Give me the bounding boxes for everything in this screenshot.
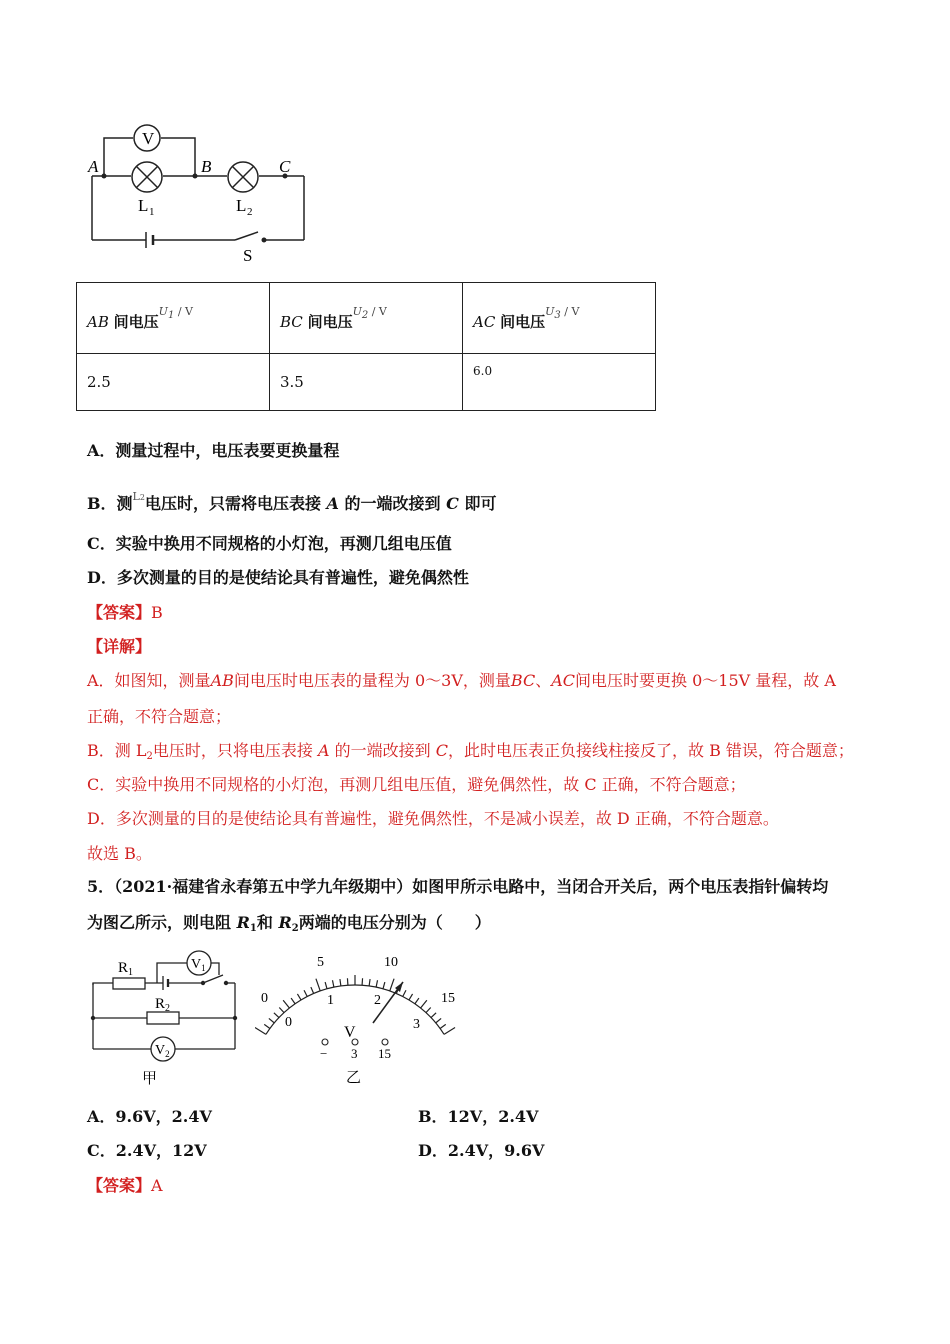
figure-yi-caption: 乙 — [346, 1070, 362, 1086]
terminal-negative: − — [320, 1046, 328, 1061]
header-symbol: U1 / V — [158, 304, 193, 321]
dial-tick — [409, 994, 413, 1000]
header-text: 间电压 — [113, 312, 159, 331]
table-cell: 3.5 — [270, 354, 463, 411]
outer-scale-0: 0 — [261, 991, 268, 1006]
circuit-diagram-jia — [85, 945, 250, 1090]
inner-scale-1: 1 — [327, 993, 334, 1008]
dial-tick — [291, 998, 295, 1004]
outer-scale-15: 15 — [441, 991, 455, 1006]
node-b-label: B — [201, 157, 212, 176]
dial-tick — [297, 994, 301, 1000]
q5-answer-line: 【答案】A — [87, 1176, 163, 1195]
table-row — [77, 354, 656, 411]
l2-symbol: L2 — [132, 490, 145, 503]
table-header-cell — [463, 283, 656, 354]
q5-stem-line1: 5．（2021·福建省永春第五中学九年级期中）如图甲所示电路中，当闭合开关后，两个电压表指针偏转均 — [87, 877, 829, 896]
conclusion: 故选 B。 — [87, 844, 152, 863]
unit-label: V — [344, 1024, 356, 1041]
segment-label: AC — [473, 312, 496, 331]
dial-tick — [421, 1000, 427, 1008]
dial-tick — [269, 1018, 274, 1022]
dial-tick — [311, 987, 314, 993]
option-c: C．实验中换用不同规格的小灯泡，再测几组电压值 — [87, 534, 452, 553]
lamp-l1-label: L — [138, 196, 149, 215]
table-cell: 6.0 — [463, 354, 656, 411]
dial-tick — [304, 990, 307, 996]
dial-tick — [426, 1007, 431, 1012]
dial-tick — [279, 1007, 284, 1012]
voltmeter-label: V — [142, 129, 155, 148]
dial-tick — [403, 990, 406, 996]
dial-tick — [376, 980, 377, 987]
dial-tick — [415, 998, 419, 1004]
dial-tick — [316, 979, 320, 991]
segment-label: BC — [280, 312, 303, 331]
dial-tick — [431, 1013, 436, 1018]
dial-tick — [340, 979, 341, 986]
node-c-label: C — [279, 157, 291, 176]
header-symbol: U3 / V — [545, 304, 580, 321]
table-header-cell — [77, 283, 270, 354]
outer-scale-10: 10 — [384, 955, 398, 970]
inner-scale-3: 3 — [413, 1017, 420, 1032]
dial-tick — [440, 1024, 446, 1028]
dial-tick — [325, 982, 327, 989]
detail-b: B．测 $L_2$电压时，只将电压表接 A 的一端改接到 C，此时电压表正负接线柱接反了，故 B 错误，符合题意； — [87, 741, 854, 762]
header-text: 间电压 — [500, 312, 546, 331]
circuit-diagram-1 — [80, 120, 320, 270]
v1-label: $V_1$ — [191, 957, 206, 973]
q5-option-d: D．2.4V，9.6V — [418, 1141, 545, 1160]
figure-jia-caption: 甲 — [142, 1071, 158, 1087]
dial-tick — [369, 979, 370, 986]
table-header-row — [77, 283, 656, 354]
dial-tick — [283, 1000, 289, 1008]
detail-d: D．多次测量的目的是使结论具有普遍性，避免偶然性，不是减小误差，故 D 正确，不符合题意。 — [87, 809, 779, 828]
option-a: A．测量过程中，电压表要更换量程 — [87, 441, 340, 460]
dial-tick — [332, 980, 333, 987]
dial-tick — [274, 1013, 279, 1018]
lamp-l2-label: L — [236, 196, 247, 215]
detail-c: C．实验中换用不同规格的小灯泡，再测几组电压值，避免偶然性，故 C 正确，不符合题意； — [87, 775, 746, 794]
option-b: B．测$^{L2}$电压时，只需将电压表接 A 的一端改接到 C 即可 — [87, 490, 497, 513]
inner-scale-2: 2 — [374, 993, 381, 1008]
detail-a: A．如图知，测量AB间电压时电压表的量程为 0～3V，测量BC、AC间电压时要更换 0～15V 量程，故 A — [87, 671, 836, 690]
q5-stem-line2: 为图乙所示，则电阻 $R_1$和 $R_2$两端的电压分别为（ ） — [87, 913, 491, 934]
dial-tick — [436, 1018, 441, 1022]
r1-label: $R_1$ — [118, 960, 134, 978]
header-symbol: U2 / V — [352, 304, 387, 321]
r2-label: $R_2$ — [155, 996, 171, 1014]
switch-label: S — [243, 246, 253, 265]
v2-label: $V_2$ — [155, 1043, 170, 1059]
answer-line: 【答案】B — [87, 603, 163, 622]
q5-option-c: C．2.4V，12V — [87, 1141, 207, 1160]
lamp-l1-subscript: 1 — [149, 206, 155, 218]
q5-option-a: A．9.6V，2.4V — [87, 1107, 212, 1126]
detail-a-cont: 正确，不符合题意； — [87, 707, 232, 726]
outer-scale-5: 5 — [317, 955, 324, 970]
dial-tick — [264, 1024, 270, 1028]
voltmeter-dial-yi — [255, 950, 470, 1090]
header-text: 间电压 — [307, 312, 353, 331]
option-d: D．多次测量的目的是使结论具有普遍性，避免偶然性 — [87, 568, 469, 587]
node-a-label: A — [88, 157, 99, 176]
q5-option-b: B．12V，2.4V — [418, 1107, 539, 1126]
inner-scale-0: 0 — [285, 1015, 292, 1030]
table-cell: 2.5 — [77, 354, 270, 411]
dial-tick — [390, 979, 394, 991]
dial-tick — [255, 1027, 266, 1034]
table-header-cell — [270, 283, 463, 354]
terminal-3: 3 — [351, 1046, 358, 1061]
dial-tick — [444, 1027, 455, 1034]
lamp-l2-subscript: 2 — [247, 206, 253, 218]
segment-label: AB — [87, 312, 109, 331]
terminal-15: 15 — [378, 1046, 391, 1061]
dial-tick — [383, 982, 385, 989]
voltage-table — [76, 282, 656, 411]
detail-label: 【详解】 — [87, 637, 152, 656]
